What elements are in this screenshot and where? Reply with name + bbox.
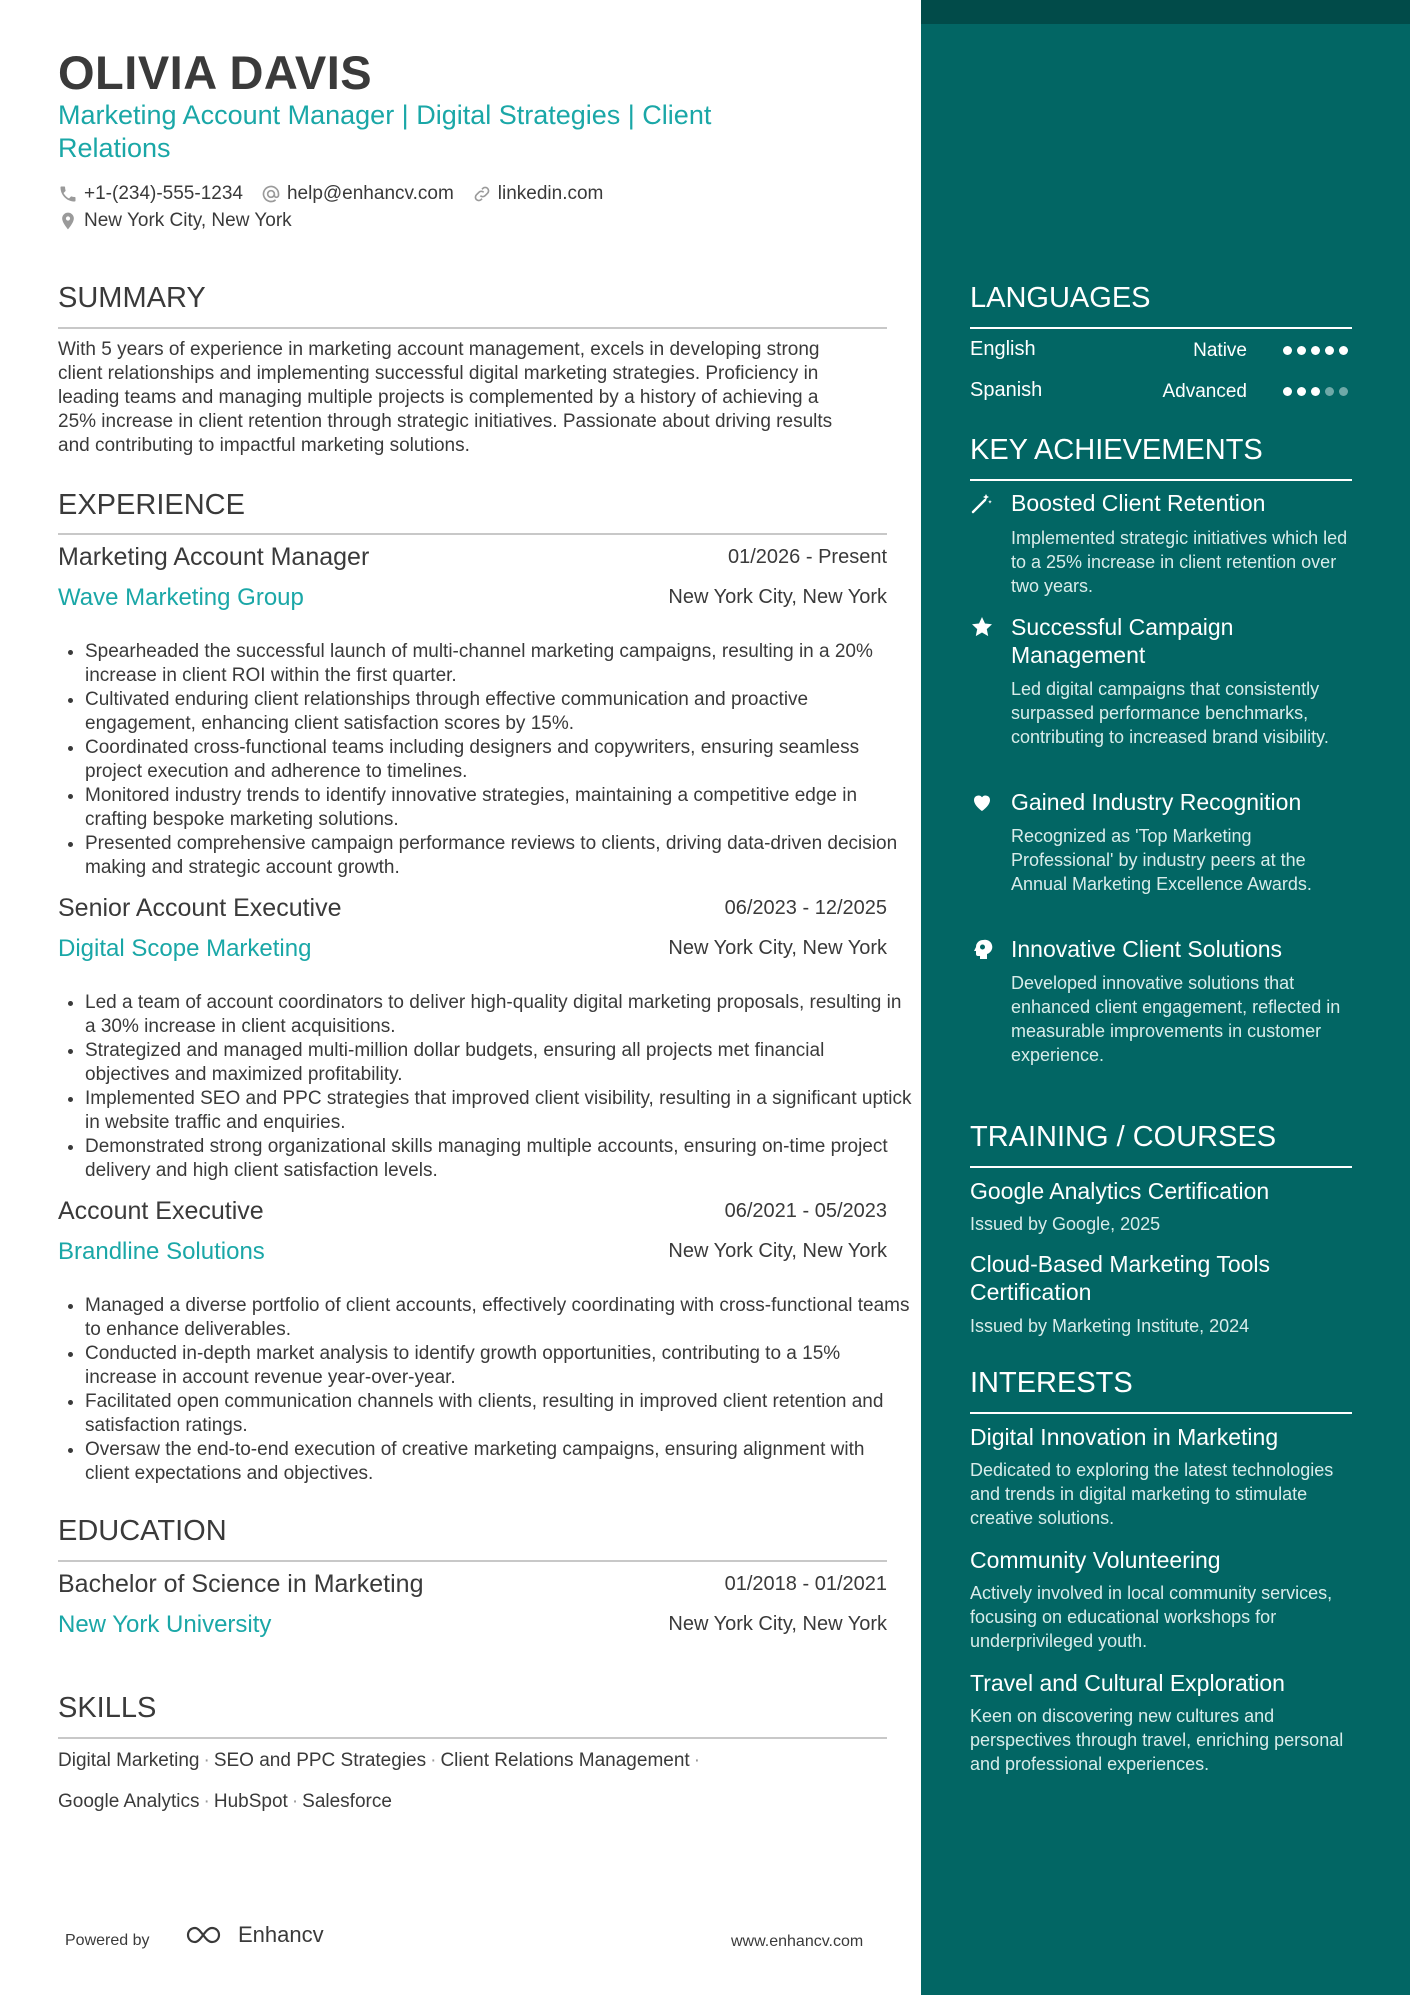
bullet: • Strategized and managed multi-million dollar budgets, ensuring all projects met financial objectives and maximized profitability. bbox=[85, 1039, 914, 1087]
school-location: New York City, New York bbox=[668, 1613, 887, 1635]
job-dates: 06/2021 - 05/2023 bbox=[724, 1200, 887, 1222]
skill-tag: Digital Marketing bbox=[58, 1750, 200, 1771]
level-dot bbox=[1297, 346, 1306, 355]
skill-tag: Salesforce bbox=[302, 1791, 392, 1812]
interest-title: Digital Innovation in Marketing bbox=[970, 1424, 1279, 1450]
language-level: Advanced bbox=[1162, 381, 1247, 402]
footer-url[interactable]: www.enhancv.com bbox=[731, 1933, 864, 1950]
job-title: Marketing Account Manager bbox=[58, 543, 370, 571]
achievements-divider bbox=[970, 479, 1352, 481]
candidate-name: OLIVIA DAVIS bbox=[58, 46, 373, 99]
job-company: Brandline Solutions bbox=[58, 1238, 265, 1265]
bullet: • Cultivated enduring client relationships through effective communication and proactive engagement, enhancing client satisfaction scores by 15%. bbox=[85, 688, 914, 736]
skills-line bbox=[58, 1750, 887, 1772]
level-dot bbox=[1311, 346, 1320, 355]
location-pin-icon bbox=[58, 211, 78, 231]
bullet: • Coordinated cross-functional teams including designers and copywriters, ensuring seamless project execution and adherence to timelines. bbox=[85, 736, 914, 784]
achievements-heading: KEY ACHIEVEMENTS bbox=[970, 434, 1263, 466]
job-location: New York City, New York bbox=[668, 1240, 887, 1262]
language-row bbox=[970, 338, 1352, 366]
achievement-description: Developed innovative solutions that enhanced client engagement, reflected in measurable improvements in customer experience. bbox=[1011, 973, 1341, 1065]
phone-item bbox=[58, 182, 243, 206]
level-dot bbox=[1297, 387, 1306, 396]
education-dates: 01/2018 - 01/2021 bbox=[724, 1573, 887, 1595]
bullet: • Spearheaded the successful launch of multi-channel marketing campaigns, resulting in a 20% increase in client ROI within the first quarter. bbox=[85, 640, 914, 688]
bullet: • Presented comprehensive campaign performance reviews to clients, driving data-driven decision making and strategic account growth. bbox=[85, 832, 914, 880]
skill-tag: Client Relations Management bbox=[440, 1750, 690, 1771]
linkedin-item bbox=[472, 182, 604, 206]
email-item bbox=[261, 182, 454, 206]
experience-divider bbox=[58, 533, 887, 535]
achievement-description: Led digital campaigns that consistently surpassed performance benchmarks, contributing to increased brand visibility. bbox=[1011, 679, 1329, 747]
level-dot bbox=[1325, 387, 1334, 396]
job-bullets bbox=[58, 1294, 914, 1486]
skill-separator: · bbox=[203, 1750, 210, 1771]
skill-tag: HubSpot bbox=[213, 1791, 288, 1812]
summary-heading: SUMMARY bbox=[58, 282, 206, 314]
job-bullets bbox=[58, 991, 914, 1183]
level-dot bbox=[1311, 387, 1320, 396]
bullet: • Facilitated open communication channels with clients, resulting in improved client retention and satisfaction ratings. bbox=[85, 1390, 914, 1438]
level-dot bbox=[1283, 346, 1292, 355]
achievement-title: Successful Campaign Management bbox=[1011, 614, 1234, 668]
job-title: Senior Account Executive bbox=[58, 894, 342, 922]
achievement-title: Innovative Client Solutions bbox=[1011, 936, 1283, 962]
contact-row-location bbox=[58, 209, 887, 233]
bullet: • Led a team of account coordinators to deliver high-quality digital marketing proposals, resulting in a 30% increase in client acquisitions. bbox=[85, 991, 914, 1039]
star-icon bbox=[970, 615, 994, 639]
job-dates: 06/2023 - 12/2025 bbox=[724, 897, 887, 919]
link-icon bbox=[472, 184, 492, 204]
language-row bbox=[970, 379, 1352, 407]
enhancv-logo-icon bbox=[184, 1923, 230, 1947]
contact-row bbox=[58, 182, 887, 206]
interest-description: Keen on discovering new cultures and perspectives through travel, enriching personal and professional experiences. bbox=[970, 1706, 1344, 1774]
enhancv-logo[interactable] bbox=[184, 1922, 324, 1948]
course-title: Google Analytics Certification bbox=[970, 1178, 1270, 1204]
language-level: Native bbox=[1193, 340, 1247, 361]
location-text: New York City, New York bbox=[84, 210, 292, 231]
candidate-title: Marketing Account Manager | Digital Strategies | Client Relations bbox=[58, 100, 712, 163]
skill-separator: · bbox=[430, 1750, 437, 1771]
school-name: New York University bbox=[58, 1611, 272, 1638]
language-name: English bbox=[970, 338, 1036, 360]
bullet: • Managed a diverse portfolio of client accounts, effectively coordinating with cross-functional teams to enhance deliverables. bbox=[85, 1294, 914, 1342]
education-divider bbox=[58, 1560, 887, 1562]
location-item bbox=[58, 209, 292, 233]
skill-tag: SEO and PPC Strategies bbox=[213, 1750, 427, 1771]
level-dot bbox=[1339, 346, 1348, 355]
phone-text[interactable]: +1-(234)-555-1234 bbox=[84, 183, 243, 204]
course-issuer: Issued by Google, 2025 bbox=[970, 1214, 1161, 1234]
job-location: New York City, New York bbox=[668, 937, 887, 959]
email-text[interactable]: help@enhancv.com bbox=[286, 183, 454, 204]
sidebar-top-bar bbox=[921, 0, 1410, 24]
skill-separator: · bbox=[203, 1791, 210, 1812]
language-dots bbox=[1283, 346, 1348, 355]
interest-title: Community Volunteering bbox=[970, 1547, 1221, 1573]
bullet: • Conducted in-depth market analysis to identify growth opportunities, contributing to a 15% increase in account revenue year-over-year. bbox=[85, 1342, 914, 1390]
training-heading: TRAINING / COURSES bbox=[970, 1121, 1277, 1153]
achievement-title: Boosted Client Retention bbox=[1011, 490, 1266, 516]
job-dates: 01/2026 - Present bbox=[728, 546, 887, 568]
bullet: • Monitored industry trends to identify innovative strategies, maintaining a competitive edge in crafting bespoke marketing solutions. bbox=[85, 784, 914, 832]
job-company: Digital Scope Marketing bbox=[58, 935, 312, 962]
interests-divider bbox=[970, 1412, 1352, 1414]
interest-title: Travel and Cultural Exploration bbox=[970, 1670, 1285, 1696]
bullet: • Implemented SEO and PPC strategies that improved client visibility, resulting in a significant uptick in website traffic and enquiries. bbox=[85, 1087, 914, 1135]
enhancv-brand-text: Enhancv bbox=[238, 1922, 324, 1947]
job-title: Account Executive bbox=[58, 1197, 264, 1225]
degree-title: Bachelor of Science in Marketing bbox=[58, 1570, 424, 1598]
languages-divider bbox=[970, 327, 1352, 329]
skills-heading: SKILLS bbox=[58, 1692, 157, 1724]
skills-line bbox=[58, 1791, 887, 1813]
summary-text: With 5 years of experience in marketing account management, excels in developing strong client relationships and implementing successful digital marketing strategies. Proficiency in leading teams and managing multiple projects is complemented by a history of achieving a 25% increase in client retention through strategic initiatives. Passionate about driving results and contributing to impactful marketing solutions. bbox=[58, 339, 833, 456]
linkedin-text[interactable]: linkedin.com bbox=[497, 183, 604, 204]
level-dot bbox=[1283, 387, 1292, 396]
job-bullets bbox=[58, 640, 914, 880]
powered-by-label: Powered by bbox=[65, 1932, 150, 1949]
achievement-title: Gained Industry Recognition bbox=[1011, 789, 1302, 815]
skill-separator: · bbox=[291, 1791, 299, 1812]
job-company: Wave Marketing Group bbox=[58, 584, 304, 611]
brain-icon bbox=[970, 937, 994, 961]
skills-divider bbox=[58, 1737, 887, 1739]
level-dot bbox=[1325, 346, 1334, 355]
language-dots bbox=[1283, 387, 1348, 396]
course-title: Cloud-Based Marketing Tools Certification bbox=[970, 1251, 1271, 1305]
interests-heading: INTERESTS bbox=[970, 1367, 1133, 1399]
skill-separator: · bbox=[693, 1750, 701, 1771]
training-divider bbox=[970, 1166, 1352, 1168]
phone-icon bbox=[58, 184, 78, 204]
bullet: • Demonstrated strong organizational skills managing multiple accounts, ensuring on-time project delivery and high client satisfaction levels. bbox=[85, 1135, 914, 1183]
summary-divider bbox=[58, 327, 887, 329]
course-issuer: Issued by Marketing Institute, 2024 bbox=[970, 1316, 1250, 1336]
education-heading: EDUCATION bbox=[58, 1515, 227, 1547]
experience-heading: EXPERIENCE bbox=[58, 489, 245, 521]
heart-icon bbox=[970, 790, 994, 814]
interest-description: Dedicated to exploring the latest technologies and trends in digital marketing to stimulate creative solutions. bbox=[970, 1460, 1334, 1528]
achievement-description: Implemented strategic initiatives which led to a 25% increase in client retention over two years. bbox=[1011, 528, 1348, 596]
languages-heading: LANGUAGES bbox=[970, 282, 1151, 314]
achievement-description: Recognized as 'Top Marketing Professional' by industry peers at the Annual Marketing Excellence Awards. bbox=[1011, 826, 1312, 894]
level-dot bbox=[1339, 387, 1348, 396]
interest-description: Actively involved in local community services, focusing on educational workshops for underprivileged youth. bbox=[970, 1583, 1333, 1651]
job-location: New York City, New York bbox=[668, 586, 887, 608]
magic-wand-icon bbox=[970, 491, 994, 515]
at-icon bbox=[261, 184, 281, 204]
language-name: Spanish bbox=[970, 379, 1043, 401]
skill-tag: Google Analytics bbox=[58, 1791, 200, 1812]
bullet: • Oversaw the end-to-end execution of creative marketing campaigns, ensuring alignment with client expectations and objectives. bbox=[85, 1438, 914, 1486]
